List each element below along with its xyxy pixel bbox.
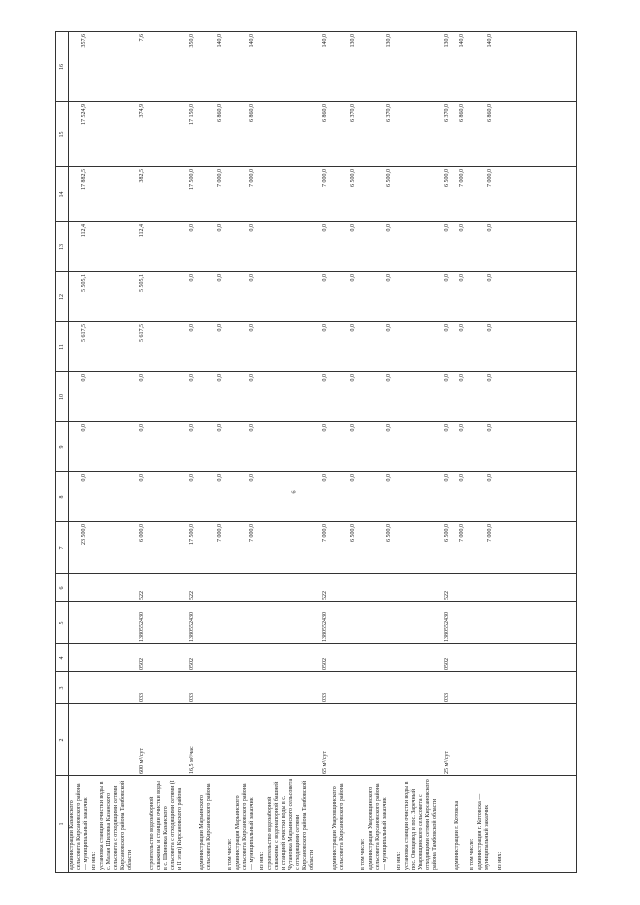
table-cell: 0502 [322,658,328,670]
table-cell: 0,0 [350,274,356,282]
table-cell: 0,0 [459,224,465,232]
col-header-15: 15 [59,131,65,138]
table-cell: 0,0 [444,424,450,432]
table-cell: 0,0 [444,274,450,282]
table-cell: 5 505,1 [81,274,87,292]
table-cell: 1380552430 [189,612,195,642]
table-cell: 0,0 [249,324,255,332]
table-cell: 0,0 [459,324,465,332]
table-cell: 7 000,0 [249,169,255,187]
grid-vline [56,321,576,322]
grid-vline [56,221,576,222]
col-header-5: 5 [59,621,65,625]
table-cell: 7 000,0 [322,524,328,542]
table-cell: 0,0 [459,474,465,482]
table-cell: 0,0 [189,474,195,482]
table-cell: 0502 [139,658,145,670]
table-cell: 0,0 [386,274,392,282]
header-rule [68,32,69,872]
row-label: из них: [396,851,402,870]
table-cell: 522 [189,591,195,600]
table-cell: 0,0 [350,374,356,382]
budget-table [55,31,577,873]
table-cell: 0,0 [139,424,145,432]
table-cell: 6 500,0 [350,524,356,542]
table-cell: 112,4 [81,224,87,238]
table-cell: 0,0 [487,474,493,482]
row-label: администрации г. Котовска [454,800,460,870]
table-cell: 0,0 [81,474,87,482]
row-label: администрация Уваровщинского сельсовета Кирсановского района — муниципальный заказчик [368,783,388,870]
table-cell: 0,0 [189,424,195,432]
table-cell: 6 500,0 [444,524,450,542]
table-cell: 7 000,0 [217,524,223,542]
col-header-10: 10 [59,394,65,400]
row-label: администрации Марьинского сельсовета Кирсановского района [199,783,212,870]
table-cell: 033 [139,693,145,702]
col-header-2: 2 [59,738,65,742]
table-cell: 0,0 [322,324,328,332]
table-cell: 0,0 [459,374,465,382]
table-cell: 1380552430 [444,612,450,642]
table-cell: 0,0 [350,424,356,432]
table-cell: 0,0 [444,324,450,332]
table-cell: 0,0 [322,274,328,282]
grid-vline [56,421,576,422]
table-cell: 0,0 [189,224,195,232]
row-label: из них: [497,851,503,870]
table-cell: 17 500,0 [189,169,195,190]
table-cell: 0,0 [217,374,223,382]
table-cell: 16,5 м³/час [189,746,195,774]
table-cell: 17 524,9 [81,104,87,125]
table-cell: 0,0 [487,224,493,232]
table-cell: 0,0 [350,224,356,232]
col-header-12: 12 [59,294,65,300]
table-cell: 7,6 [139,34,145,42]
table-cell: 7 000,0 [487,524,493,542]
table-cell: 522 [444,591,450,600]
table-cell: 0,0 [249,424,255,432]
table-cell: 6 500,0 [386,524,392,542]
table-cell: 0,0 [217,324,223,332]
table-cell: 0,0 [322,424,328,432]
table-cell: 522 [322,591,328,600]
table-cell: 17 150,0 [189,104,195,125]
grid-vline [56,521,576,522]
table-cell: 0,0 [487,374,493,382]
col-header-13: 13 [59,244,65,250]
table-cell: 0,0 [81,424,87,432]
grid-vline [56,775,576,776]
grid-vline [56,166,576,167]
table-cell: 0502 [444,658,450,670]
table-cell: 0,0 [459,274,465,282]
table-cell: 522 [139,591,145,600]
table-cell: 6 000,0 [139,524,145,542]
table-cell: 1380552430 [139,612,145,642]
grid-vline [56,271,576,272]
row-label: строительство водозаборной скважины и станции очистки воды в с. Шиновка Казанского сельсовета с отходящими сетями (I и II этап) Кирсановского района [149,780,183,870]
table-cell: 0502 [189,658,195,670]
table-cell: 0,0 [217,274,223,282]
table-cell: 0,0 [322,224,328,232]
table-cell: 0,0 [249,374,255,382]
table-cell: 0,0 [386,224,392,232]
table-cell: 17 882,5 [81,169,87,190]
table-cell: 0,0 [350,324,356,332]
table-cell: 357,6 [81,34,87,48]
table-cell: 0,0 [322,374,328,382]
table-cell: 7 000,0 [249,524,255,542]
row-label: в том числе: [469,838,475,870]
col-header-7: 7 [59,546,65,550]
table-cell: 0,0 [189,374,195,382]
table-cell: 0,0 [386,324,392,332]
row-label: администрация Марьинского сельсовета Кирсановского района — муниципальный заказчик [235,783,255,870]
table-cell: 033 [322,693,328,702]
grid-vline [56,643,576,644]
row-label: администрации Уваровщинского сельсовета Кирсановского района [332,783,345,870]
table-cell: 5 617,5 [139,324,145,342]
table-cell: 7 000,0 [459,524,465,542]
table-cell: 6 370,0 [444,104,450,122]
table-cell: 0,0 [444,474,450,482]
table-cell: 7 000,0 [217,169,223,187]
table-cell: 140,0 [217,34,223,48]
table-cell: 0,0 [444,374,450,382]
table-cell: 5 617,5 [81,324,87,342]
table-cell: 7 000,0 [487,169,493,187]
table-cell: 0,0 [350,474,356,482]
page-number: 6 [291,490,297,494]
table-cell: 140,0 [249,34,255,48]
table-cell: 25 м³/сут [444,751,450,774]
row-label: из них: [91,851,97,870]
table-cell: 23 500,0 [81,524,87,545]
table-cell: 6 370,0 [350,104,356,122]
row-label: в том числе: [227,838,233,870]
table-cell: 17 500,0 [189,524,195,545]
grid-vline [56,101,576,102]
table-cell: 6 860,0 [487,104,493,122]
table-cell: 112,4 [139,224,145,238]
table-cell: 0,0 [217,474,223,482]
col-header-16: 16 [59,64,65,70]
table-cell: 5 505,1 [139,274,145,292]
table-cell: 0,0 [386,424,392,432]
row-label: установка станции очистки воды в с. Малая Шиловка Казанского сельсовета с отходящими сетями Кирсановского района Тамбовской области [99,780,133,870]
table-cell: 0,0 [487,324,493,332]
grid-vline [56,573,576,574]
table-cell: 0,0 [459,424,465,432]
col-header-14: 14 [59,191,65,198]
table-cell: 0,0 [189,274,195,282]
table-cell: 140,0 [322,34,328,48]
table-cell: 6 860,0 [217,104,223,122]
rotated-page [55,33,503,870]
table-cell: 130,0 [350,34,356,48]
table-cell: 0,0 [444,224,450,232]
table-cell: 130,0 [444,34,450,48]
table-cell: 6 370,0 [386,104,392,122]
grid-vline [56,471,576,472]
row-label: из них: [259,851,265,870]
grid-vline [56,371,576,372]
table-cell: 1380552430 [322,612,328,642]
row-label: в том числе: [360,838,366,870]
col-header-9: 9 [59,445,65,449]
row-label: строительство водозаборной скважины с водонапорной башней и станцией очистки воды в с. Чутановка Марьинского сельсовета с отходящими сетями Кирсановского района Тамбовской области [267,778,315,870]
grid-vline [56,671,576,672]
col-header-1: 1 [59,822,65,826]
row-label: установка станции очистки воды в пос. Овощевод и пос. Заречный Уваровщинского сельсовета с отходящими сетями Кирсановского района Тамбовской области [404,779,438,870]
table-cell: 65 м³/сут [322,751,328,774]
table-cell: 0,0 [139,474,145,482]
col-header-8: 8 [59,495,65,499]
table-cell: 6 860,0 [459,104,465,122]
table-cell: 0,0 [487,274,493,282]
table-cell: 140,0 [487,34,493,48]
table-cell: 130,0 [386,34,392,48]
col-header-3: 3 [59,686,65,690]
table-cell: 6 500,0 [350,169,356,187]
table-cell: 0,0 [217,224,223,232]
table-cell: 6 860,0 [322,104,328,122]
table-cell: 0,0 [139,374,145,382]
table-cell: 0,0 [189,324,195,332]
table-cell: 600 м³/сут [139,748,145,774]
col-header-4: 4 [59,656,65,660]
table-cell: 0,0 [322,474,328,482]
table-cell: 033 [189,693,195,702]
table-cell: 0,0 [386,474,392,482]
table-cell: 382,5 [139,169,145,183]
table-cell: 0,0 [487,424,493,432]
row-label: администрация г. Котовска — муниципальный заказчик [477,793,490,870]
table-cell: 6 500,0 [444,169,450,187]
grid-vline [56,601,576,602]
table-cell: 140,0 [459,34,465,48]
table-cell: 0,0 [217,424,223,432]
table-cell: 7 000,0 [322,169,328,187]
table-cell: 350,0 [189,34,195,48]
table-cell: 0,0 [386,374,392,382]
col-header-11: 11 [59,344,65,350]
table-cell: 374,9 [139,104,145,118]
table-cell: 0,0 [249,224,255,232]
table-cell: 6 500,0 [386,169,392,187]
table-cell: 0,0 [249,274,255,282]
table-cell: 7 000,0 [459,169,465,187]
table-cell: 0,0 [81,374,87,382]
row-label: администрации Казанского сельсовета Кирсановского района — муниципальный заказчик [69,783,89,870]
table-cell: 6 860,0 [249,104,255,122]
col-header-6: 6 [59,586,65,590]
table-cell: 033 [444,693,450,702]
table-cell: 0,0 [249,474,255,482]
grid-vline [56,703,576,704]
